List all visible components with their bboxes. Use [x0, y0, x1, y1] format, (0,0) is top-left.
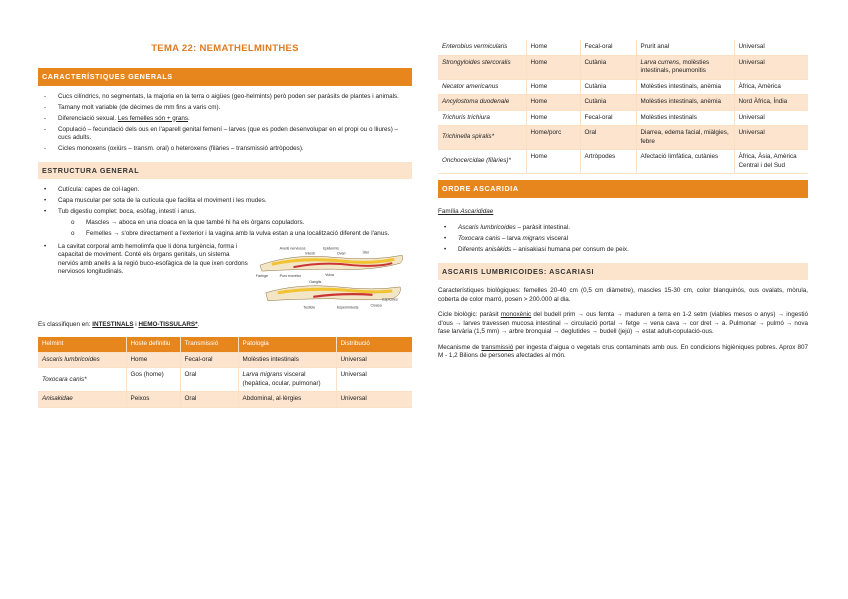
diagram-label: Epidermis [323, 246, 339, 251]
general-item: - Diferenciació sexual. Les femelles són + grans. [38, 115, 412, 124]
family-name: Ascarididae [460, 207, 494, 215]
list-item: • Ascaris lumbricoides – paràsit intestinal. [438, 224, 808, 233]
table-row: Trichinella spiralis* Home/porc Oral Diarrea, edema facial, miàlgies, febre Universal [438, 126, 808, 150]
helminth-table-left [38, 337, 412, 408]
ascaris-biology-paragraph: Característiques biològiques: femelles 20-40 cm (0,5 cm diàmetre), mascles 15-30 cm, color blanquinós, ous ovalats, mòrula, coberta de color marró, posen > 200.000 al dia. [438, 287, 808, 303]
structure-subitem: o Femelles → s'obre directament a l'exterior i la vagina amb la vulva estan a una localització diferent de l'anus. [58, 230, 412, 239]
general-item: - Cicles monoxens (oxiürs – transm. oral) o heteroxens (filàries – transmissió artròpodes). [38, 145, 412, 154]
list-item: • Diferents anisàkids – anisakiasi humana per consum de peix. [438, 246, 808, 255]
structure-item: • Cutícula: capes de col·lagen. [38, 186, 412, 195]
structure-list [38, 186, 412, 239]
family-line: Família Ascarididae [438, 207, 494, 215]
general-item: - Copulació – fecundació dels ous en l'aparell genital femení – larves (que es poden desenvolupar en el propi ou o lliures) – cucs adults. [38, 126, 412, 143]
general-item: - Tamany molt variable (de dècimes de mm fins a varis cm). [38, 104, 412, 113]
table-row: Onchocercidae (filàries)* Home Artròpodes Afectació limfàtica, cutànies Àfrica, Àsia, Amèrica Central i del Sud [438, 150, 808, 174]
table-row: Necator americanus Home Cutània Molèsties intestinals, anèmia Àfrica, Amèrica [438, 79, 808, 95]
general-item: - Cucs cilíndrics, no segmentats, la majoria en la terra o aigües (geo-helmints) però poden ser paràsits de plantes i animals. [38, 93, 412, 102]
section-ascaris-heading: ASCARIS LUMBRICOIDES: ASCARIASI [438, 263, 808, 281]
body-cavity-row [38, 243, 412, 315]
table-row: Trichuris trichiura Home Fecal-oral Molèsties intestinals Universal [438, 110, 808, 126]
diagram-label: Faringe [255, 273, 269, 278]
table-row: Strongyloides stercoralis Home Cutània Larva currens, molèsties intestinals, pneumonitis Universal [438, 55, 808, 79]
ascaris-transmission-paragraph: Mecanisme de transmissió per ingesta d'aigua o vegetals crus contaminats amb ous. En condicions higièniques pobres. Aprox 807 M - 1,2 Bilions de persones afectades al món. [438, 343, 809, 360]
diagram-label: Vulva [325, 272, 334, 277]
general-list [38, 93, 412, 154]
table-row: Anisakidae Peixos Oral Abdominal, al·lèrgies Universal [38, 392, 412, 408]
structure-item: • Capa muscular per sota de la cutícula que facilita el moviment i les mudes. [38, 197, 412, 206]
helminth-table-right [438, 40, 808, 174]
diagram-label: Úter [362, 250, 370, 255]
general-item-underlined: Les femelles són + grans [117, 114, 189, 122]
diagram-label: Espermiducte [336, 305, 359, 310]
diagram-label: Ovari [336, 251, 346, 256]
classification-intestinals: INTESTINALS [92, 320, 134, 328]
section-structure-heading: ESTRUCTURA GENERAL [38, 162, 412, 180]
table-row: Ascaris lumbricoides Home Fecal-oral Molèsties intestinals Universal [38, 352, 412, 368]
general-item-text: Diferenciació sexual. [58, 114, 118, 122]
page-title: TEMA 22: NEMATHELMINTHES [151, 43, 299, 54]
diagram-label: Intestí [305, 251, 316, 256]
table-header-cell: Helmint [38, 337, 126, 352]
list-item: • Toxocara canis – larva migrans visceral [438, 235, 808, 244]
section-ascaridia-heading: ORDRE ASCARIDIA [438, 180, 808, 198]
right-column [438, 40, 808, 361]
nematode-anatomy-diagram [254, 243, 412, 315]
structure-subitem: o Mascles → aboca en una cloaca en la que també hi ha els òrgans copuladors. [58, 219, 412, 228]
table-header-cell: Patologia [238, 337, 336, 352]
table-header-cell: Hoste definitiu [126, 337, 180, 352]
table-row: Toxocara canis* Gos (home) Oral Larva migrans visceral (hepàtica, ocular, pulmonar) Universal [38, 368, 412, 392]
classification-line: Es classifiquen en: INTESTINALS i HEMO-TISSULARS*. [38, 320, 200, 328]
classification-hemotissulars: HEMO-TISSULARS* [138, 320, 198, 328]
ascaris-cycle-paragraph: Cicle biològic: paràsit monoxènic del budell prim → ous femta → maduren a terra en 1-2 setm (viables mesos o anys) → ingestió d'ous → larves travessen mucosa intestinal → circulació portal → fetge → vena cava → cor dret → a. Pulmonar → pulmó → nova fase larvària (1,5 mm) → arbre bronquial → deglutides → budell (jejú) → estat adult-copulació-ous. [438, 311, 808, 336]
ascaridia-list [438, 224, 808, 255]
left-column [38, 40, 412, 408]
diagram-label: Poro excretor [279, 273, 301, 278]
diagram-label: Ganglis [309, 279, 322, 284]
structure-item: • La cavitat corporal amb hemolimfa que li dona turgència, forma i capacitat de moviment. Conté els òrgans genitals, un sistema nerviós amb anells a la regió buco-esofàgica de la que ixen cordons nerviosos longitudinals. [38, 243, 248, 277]
table-row: Enterobius vermicularis Home Fecal-oral Prurit anal Universal [438, 40, 808, 55]
structure-item: • Tub digestiu complet: boca, esòfag, intestí i anus. o Mascles → aboca en una cloaca en la que també hi ha els òrgans copuladors. o Femelles → s'obre directament a l'exterior i la vagina amb la vulva estan a una localització diferent de l'anus. [38, 208, 412, 239]
table-row: Ancylostoma duodenale Home Cutània Molèsties intestinals, anèmia Nord Àfrica, Índia [438, 95, 808, 111]
table-header-cell: Distribució [336, 337, 412, 352]
diagram-label: Espícules [382, 297, 398, 302]
structure-sublist [58, 219, 412, 239]
diagram-label: Cloaca [370, 303, 382, 308]
diagram-label: Anells nerviosos [279, 246, 306, 251]
table-header-cell: Transmissió [180, 337, 238, 352]
diagram-label: Testicle [303, 305, 316, 310]
table-header-row [38, 337, 412, 352]
section-general-heading: CARACTERÍSTIQUES GENERALS [38, 68, 412, 86]
